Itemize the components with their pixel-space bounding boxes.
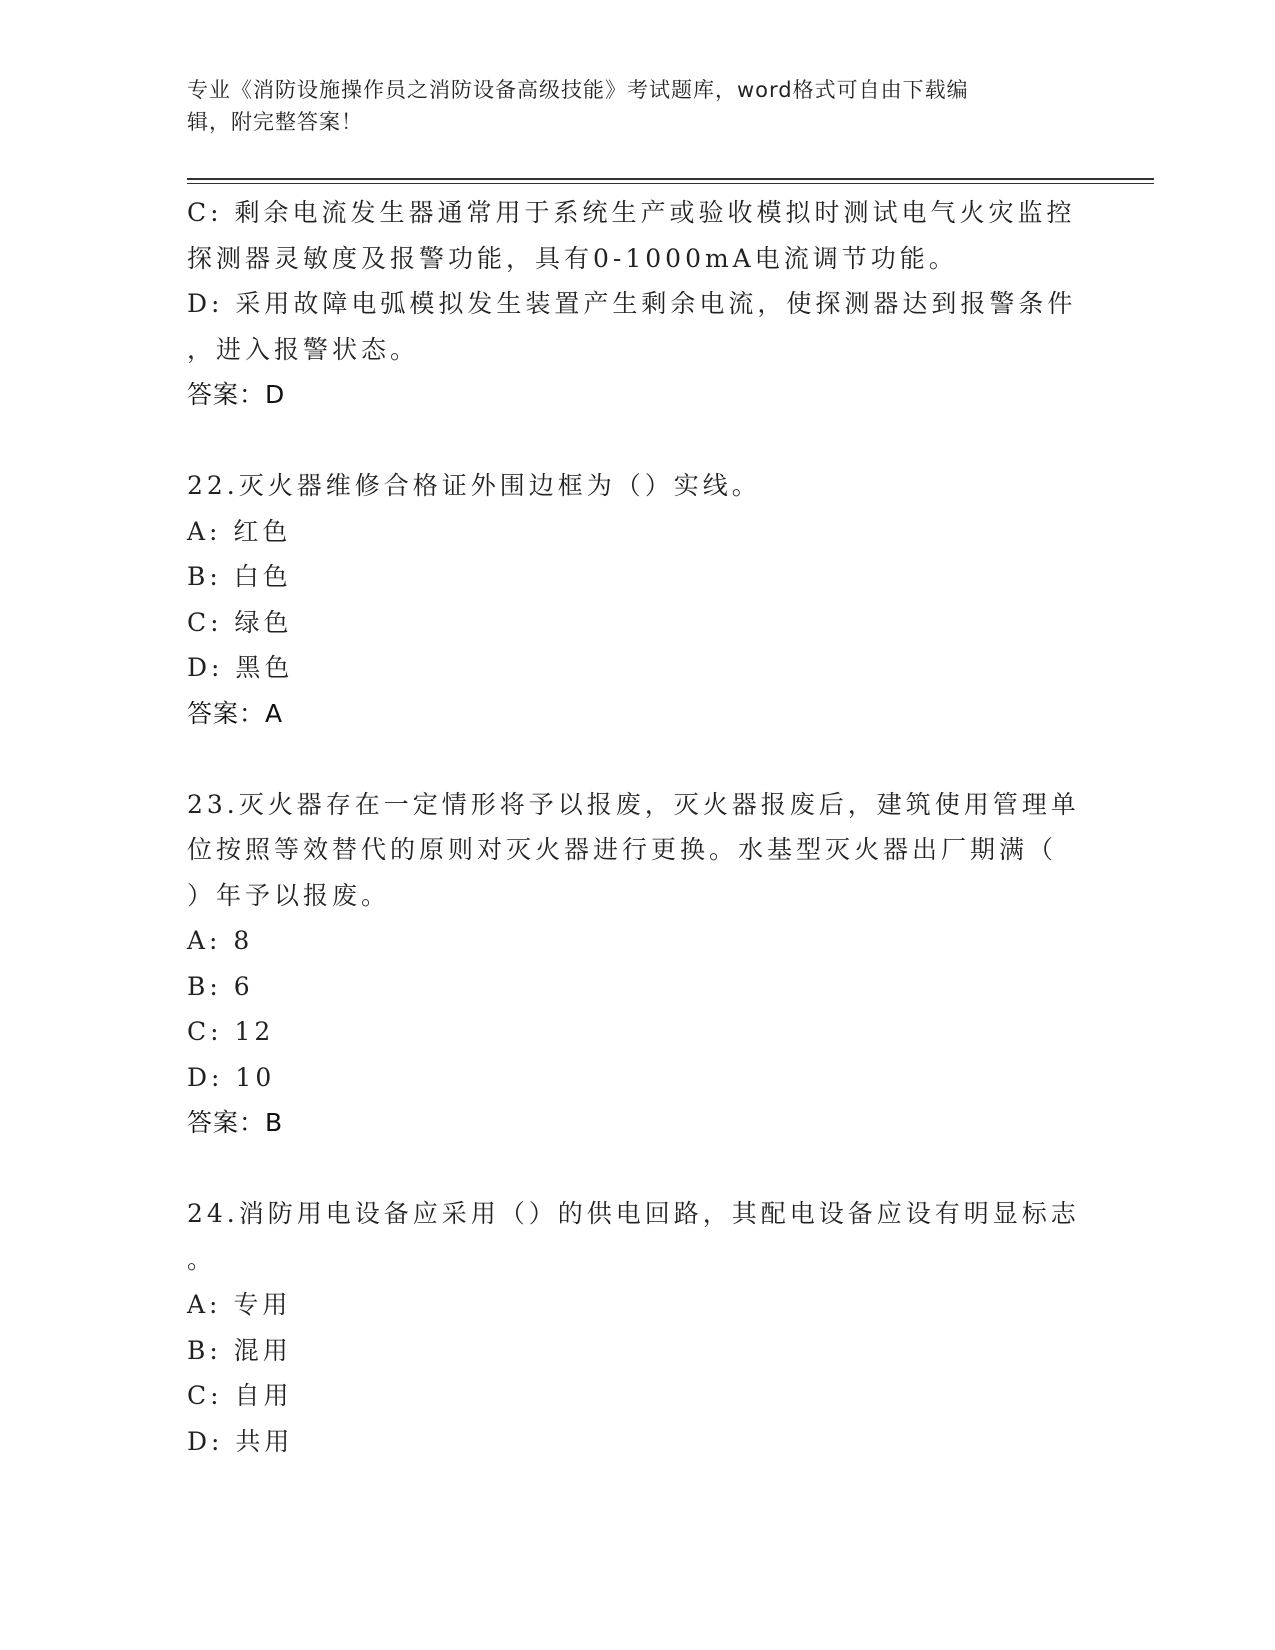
question-stem-line-1: 23.灭火器存在一定情形将予以报废，灭火器报废后，建筑使用管理单 [187, 789, 1080, 819]
header-line-2: 辑，附完整答案！ [187, 110, 363, 134]
option-b: B: 白色 [187, 562, 292, 591]
question-stem-line-2: 。 [187, 1244, 217, 1274]
option-c: C: 12 [187, 1017, 275, 1046]
option-d: D: 10 [187, 1062, 276, 1092]
spacer [187, 418, 1087, 464]
header-line-1: 专业《消防设施操作员之消防设备高级技能》考试题库，word格式可自由下载编 [187, 78, 969, 102]
option-a: A: 红色 [187, 516, 292, 546]
option-a: A: 专用 [187, 1290, 292, 1319]
option-d-line-1: D: 采用故障电弧模拟发生装置产生剩余电流，使探测器达到报警条件 [187, 289, 1077, 318]
option-b: B: 6 [187, 971, 254, 1001]
document-header [187, 74, 1067, 138]
answer-label: 答案：B [187, 1108, 284, 1137]
option-c: C: 绿色 [187, 607, 293, 637]
option-a: A: 8 [187, 926, 254, 955]
question-24 [187, 1191, 1087, 1464]
question-22 [187, 463, 1087, 736]
question-stem-line-2: 位按照等效替代的原则对灭火器进行更换。水基型灭火器出厂期满（ [187, 835, 1058, 864]
header-divider-thick [187, 178, 1154, 180]
option-d: D: 共用 [187, 1426, 294, 1456]
question-stem: 22.灭火器维修合格证外围边框为（）实线。 [187, 471, 761, 500]
prev-question-block [187, 190, 1087, 418]
header-divider-thin [187, 183, 1154, 184]
option-c-line-2: 探测器灵敏度及报警功能，具有0-1000mA电流调节功能。 [187, 243, 958, 273]
option-d: D: 黑色 [187, 653, 294, 682]
answer-label: 答案：A [187, 698, 284, 728]
answer-label: 答案：D [187, 380, 286, 409]
question-23 [187, 782, 1087, 1146]
spacer [187, 1146, 1087, 1192]
option-b: B: 混用 [187, 1335, 292, 1365]
question-stem-line-1: 24.消防用电设备应采用（）的供电回路，其配电设备应设有明显标志 [187, 1199, 1080, 1228]
option-c: C: 自用 [187, 1381, 293, 1410]
question-content [187, 190, 1087, 1464]
option-d-line-2: ，进入报警状态。 [187, 334, 420, 364]
spacer [187, 736, 1087, 782]
option-c-line-1: C: 剩余电流发生器通常用于系统生产或验收模拟时测试电气火灾监控 [187, 198, 1076, 227]
question-stem-line-3: ）年予以报废。 [187, 880, 391, 910]
